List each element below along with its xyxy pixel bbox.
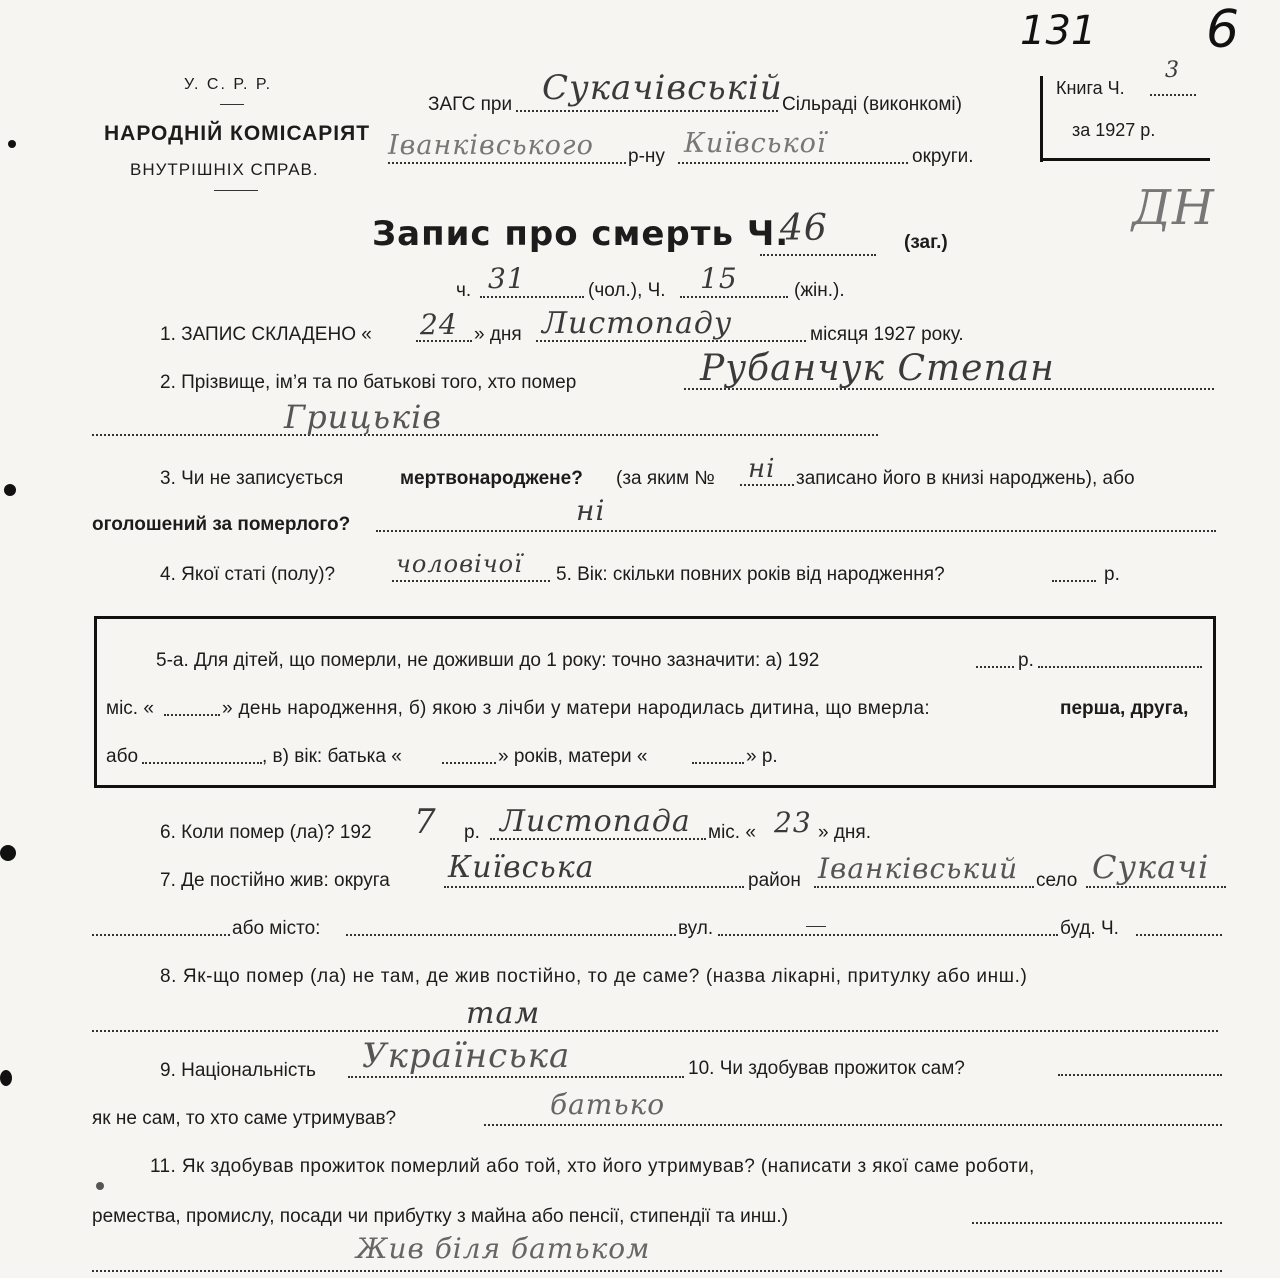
fill-line (480, 296, 584, 298)
book-label: Книга Ч. (1056, 78, 1125, 98)
fill-line (516, 110, 778, 112)
q6-year-handwritten: 7 (414, 802, 437, 842)
fill-line (92, 934, 230, 936)
q5a-line3-end: » р. (746, 746, 778, 767)
q2-name-handwritten: Рубанчук Степан (700, 348, 1055, 389)
fill-line (1150, 94, 1196, 96)
q10-label: 10. Чи здобував прожиток сам? (688, 1058, 965, 1079)
male-count-handwritten: 31 (488, 262, 526, 295)
q4-label: 4. Якої статі (полу)? (160, 564, 336, 585)
fill-line (740, 484, 794, 486)
q11-line1: 11. Як здобував прожиток померлий або той, хто його утримував? (написати з якої саме роботи, (150, 1156, 1035, 1177)
fill-line (92, 1270, 1222, 1272)
q10b-label: як не сам, то хто саме утримував? (92, 1108, 397, 1129)
fill-line (814, 886, 1034, 888)
record-title: Запис про смерть Ч. (372, 214, 790, 254)
punch-mark (96, 1182, 104, 1190)
q2-patronymic-handwritten: Грицьків (284, 398, 442, 436)
q11-line2: ремества, промислу, посади чи прибутку з майна або пенсії, стипендії та инш.) (92, 1206, 789, 1227)
fill-line (680, 296, 788, 298)
q5-end: р. (1104, 564, 1120, 585)
q3-number-handwritten: ні (748, 454, 776, 484)
zags-prefix: ЗАГС при (428, 94, 513, 115)
archive-number-handwritten: 131 (1020, 8, 1097, 54)
q6-label: 6. Коли помер (ла)? 192 (160, 822, 372, 843)
q8-answer-handwritten: там (466, 996, 541, 1031)
q6-end: » дня. (818, 822, 871, 843)
fill-line (442, 762, 496, 764)
q3-stillborn: мертвонароджене? (400, 468, 583, 489)
fill-line (972, 1222, 1222, 1224)
fill-line (760, 254, 876, 256)
fill-line (142, 762, 262, 764)
q7-or-city: або місто: (232, 918, 321, 939)
q1-label: 1. ЗАПИС СКЛАДЕНО « (160, 324, 372, 345)
q5a-line3-start: або (106, 746, 139, 767)
q7-okrug-handwritten: Київська (448, 850, 595, 885)
book-number-handwritten: 3 (1165, 58, 1180, 83)
fill-line (678, 162, 908, 164)
book-year: за 1927 р. (1072, 120, 1156, 140)
q9-label: 9. Національність (160, 1060, 316, 1081)
fill-line (164, 714, 220, 716)
q5a-line1-end: р. (1018, 650, 1034, 671)
q1-month-handwritten: Листопаду (542, 306, 733, 341)
q7-selo: село (1036, 870, 1078, 891)
fill-line (1086, 886, 1226, 888)
archive-mark-handwritten: 6 (1206, 0, 1240, 60)
fill-line (376, 530, 1216, 532)
district-label: р-ну (628, 146, 665, 167)
initials-handwritten: ДН (1132, 180, 1215, 236)
fill-line (92, 1030, 1218, 1032)
fill-line (1136, 934, 1222, 936)
q3-declared-handwritten: ні (576, 494, 606, 527)
q6-day-handwritten: 23 (774, 806, 812, 839)
fill-line (348, 1076, 684, 1078)
fill-line (692, 762, 744, 764)
fill-line (1038, 666, 1202, 668)
q5a-line3-mid2: » років, матери « (498, 746, 648, 767)
q1-mid: » дня (474, 324, 522, 345)
q8-label: 8. Як-що помер (ла) не там, де жив постійно, то де саме? (назва лікарні, притулку або инш.) (160, 966, 1028, 987)
book-box-border (1040, 76, 1043, 162)
fill-line (484, 1124, 1222, 1126)
fill-line (388, 162, 626, 164)
fill-line (346, 934, 676, 936)
punch-mark (4, 484, 16, 496)
q5-label: 5. Вік: скільки повних років від народження? (556, 564, 945, 585)
fill-line (392, 580, 550, 582)
okrug-label: округи. (912, 146, 974, 167)
council-suffix: Сільраді (виконкомі) (782, 94, 962, 115)
punch-hole (0, 1070, 12, 1086)
female-count-handwritten: 15 (700, 262, 738, 295)
record-number-handwritten: 46 (780, 208, 828, 249)
q7-house: буд. Ч. (1060, 918, 1119, 939)
q7-rayon-handwritten: Іванківський (818, 852, 1019, 885)
q5a-line2-mid: » день народження, б) якою з лічби у матери народилась дитина, що вмерла: (222, 698, 930, 719)
record-suffix: (заг.) (904, 232, 948, 253)
q1-day-handwritten: 24 (420, 308, 458, 341)
q10b-answer-handwritten: батько (550, 1088, 666, 1121)
q6-month-handwritten: Листопада (500, 804, 691, 839)
q1-end: місяця 1927 року. (810, 324, 964, 345)
male-count-prefix: ч. (456, 280, 472, 301)
fill-line (1052, 580, 1096, 582)
q7-rayon: район (748, 870, 801, 891)
q5a-line2-bold: перша, друга, (1060, 698, 1189, 719)
fill-line (718, 934, 1058, 936)
q5a-line2-start: міс. « (106, 698, 154, 719)
fill-line (976, 666, 1014, 668)
fill-line (1058, 1074, 1222, 1076)
q3-declared: оголошений за померлого? (92, 514, 351, 535)
q6-mis: міс. « (708, 822, 756, 843)
okrug-handwritten: Київської (684, 128, 827, 159)
q11-answer-handwritten: Жив біля батьком (356, 1232, 651, 1265)
village-council-handwritten: Сукачівській (542, 68, 783, 108)
commissariat-label: НАРОДНІЙ КОМІСАРІЯТ (104, 122, 371, 145)
q3-part2: (за яким № (616, 468, 715, 489)
female-label: (жін.). (794, 280, 845, 301)
q7-street: вул. (678, 918, 714, 939)
divider (214, 190, 258, 191)
district-handwritten: Іванківського (388, 130, 594, 161)
q6-r: р. (464, 822, 480, 843)
q5a-line1: 5-а. Для дітей, що померли, не доживши до 1 року: точно зазначити: а) 192 (156, 650, 820, 671)
book-box-border (1040, 158, 1210, 161)
ussr-label: У. С. Р. Р. (184, 76, 273, 93)
q5a-line3-mid: , в) вік: батька « (262, 746, 402, 767)
fill-line (444, 886, 744, 888)
q9-answer-handwritten: Українська (362, 1036, 571, 1076)
fill-line (92, 434, 878, 436)
male-label: (чол.), Ч. (588, 280, 666, 301)
q2-label: 2. Прізвище, ім’я та по батькові того, хто помер (160, 372, 577, 393)
dash-mark (806, 926, 826, 927)
q3-part3: записано його в книзі народжень), або (796, 468, 1135, 489)
q7-selo-handwritten: Сукачі (1092, 848, 1210, 886)
q3-part1: 3. Чи не записується (160, 468, 344, 489)
divider (220, 104, 244, 105)
q7-label: 7. Де постійно жив: округа (160, 870, 390, 891)
punch-mark (8, 140, 16, 148)
punch-hole (0, 845, 16, 861)
q4-sex-handwritten: чоловічої (396, 550, 523, 578)
internal-affairs-label: ВНУТРІШНІХ СПРАВ. (130, 160, 319, 179)
